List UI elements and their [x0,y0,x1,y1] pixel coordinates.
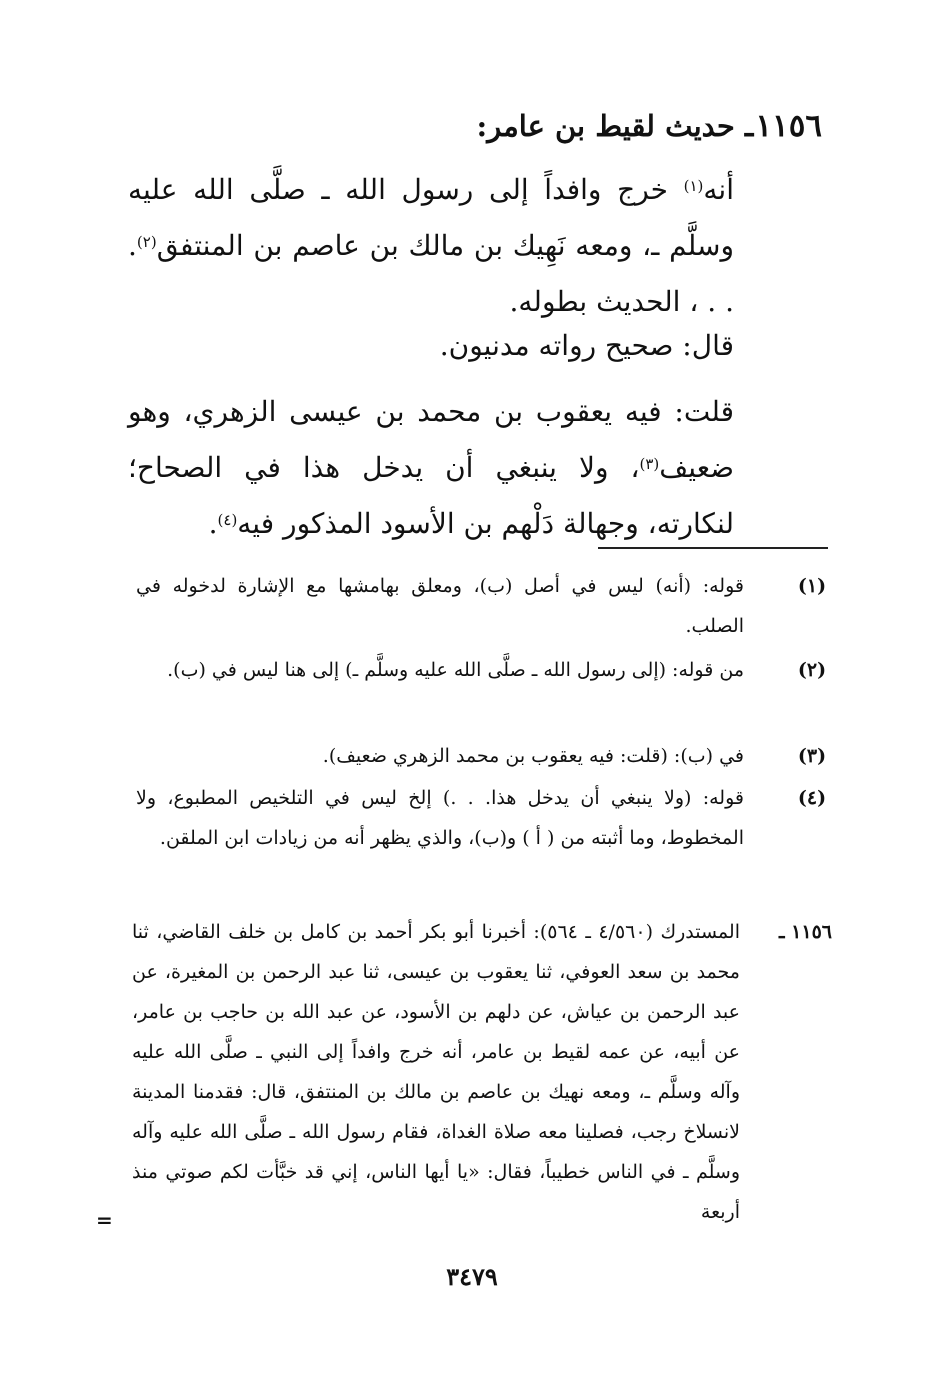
hakim-verdict: قال: صحيح رواته مدنيون. [439,329,734,362]
footnote-ref[interactable]: (١) [683,177,704,195]
reference-text: المستدرك (٤/٥٦٠ ـ ٥٦٤): أخبرنا أبو بكر أحمد بن كامل بن خلف القاضي، ثنا محمد بن سعد العوفي، ثنا يعقوب بن عيسى، ثنا عبد الرحمن بن المغيرة، عن عبد الرحمن بن عياش، عن دلهم بن الأسود، عن عبد الله بن حاجب بن عامر، عن أبيه، عن عمه لقيط بن عامر، أنه خرج وافداً إلى النبي ـ صلَّى الله عليه وآله وسلَّم ـ، ومعه نهيك بن عاصم بن مالك بن المنتفق، قال: فقدمنا المدينة لانسلاخ رجب، فصلينا معه صلاة الغداة، فقام رسول الله ـ صلَّى الله عليه وآله وسلَّم ـ في الناس خطيباً، فقال: «يا أيها الناس، إني قد خبَّأت لكم صوتي منذ أربعة [132,921,740,1223]
hadith-title: ـ حديث لقيط بن عامر: [476,109,754,143]
footnote [136,736,832,776]
author-comment [128,384,734,552]
footnote [136,778,832,858]
footnote-text: من قوله: (إلى رسول الله ـ صلَّى الله عليه وسلَّم ـ) إلى هنا ليس في (ب). [167,659,744,681]
footnote-text: في (ب): (قلت: فيه يعقوب بن محمد الزهري ضعيف). [322,745,744,767]
footnote-ref[interactable]: (٣) [639,455,660,473]
footnote-number: (١) [797,575,827,597]
source-reference [132,912,832,1232]
footnote-ref[interactable]: (٤) [217,511,238,529]
page-number: ٣٤٧٩ [446,1262,498,1291]
hadith-number: ١١٥٦ [755,108,822,144]
footnote-ref[interactable]: (٢) [136,233,157,251]
footnote-text: قوله: (أنه) ليس في أصل (ب)، ومعلق بهامشها مع الإشارة لدخوله في الصلب. [136,575,744,637]
footnote-number: (٤) [797,787,827,809]
hadith-text-part: . . . ، الحديث بطوله. [128,229,734,318]
footnote [136,566,832,646]
footnote-number: (٢) [797,659,827,681]
footnote-number: (٣) [797,745,827,767]
continuation-mark: = [96,1208,113,1232]
footnote-text: قوله: (ولا ينبغي أن يدخل هذا. . .) إلخ ليس في التلخيص المطبوع، ولا المخطوط، وما أثبته من ( أ ) و(ب)، والذي يظهر أنه من زيادات ابن الملقن. [136,787,744,849]
hadith-text-part: أنه [703,173,734,206]
footnote-divider [598,547,828,549]
comment-text-part: ، ولا ينبغي أن يدخل هذا في الصحاح؛ لنكارته، وجهالة دَلْهم بن الأسود المذكور فيه [128,451,734,540]
comment-text-part: قلت: فيه يعقوب بن محمد بن عيسى الزهري، وهو ضعيف [128,395,734,484]
hadith-text-part: خرج وافداً إلى رسول الله ـ صلَّى الله عليه وسلَّم ـ، ومعه نَهِيك بن مالك بن عاصم بن المنتفق [128,173,734,262]
footnote [136,650,832,690]
reference-number: ١١٥٦ ـ [778,921,832,943]
hadith-heading [122,104,822,148]
comment-text-part: . [208,507,218,540]
hadith-text [128,162,734,330]
